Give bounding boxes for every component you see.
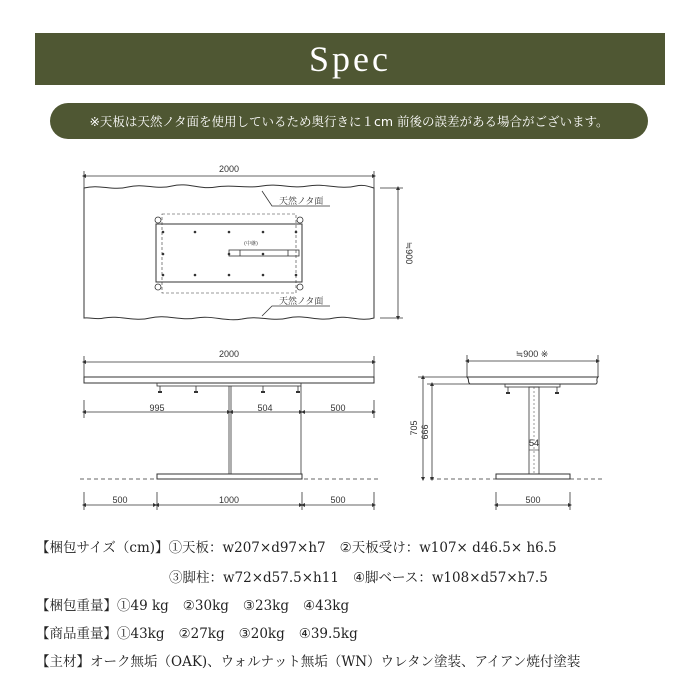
banner-title: Spec [309, 39, 391, 79]
center-bar-label: (中継) [244, 241, 258, 247]
front-view [80, 356, 378, 510]
product-weight-label: 【商品重量】 [36, 626, 117, 642]
side-bolt-heads [506, 392, 559, 394]
material-row [36, 650, 580, 670]
packing-size-label: 【梱包サイズ（cm)】 [36, 540, 169, 556]
product-weight-item3: ③20kg [238, 626, 285, 642]
packing-weight-item1: ①49 kg [117, 598, 169, 614]
side-column-label: 54 [528, 438, 540, 448]
top-depth-label: ≒900 [404, 241, 414, 265]
packing-size-row-2 [169, 566, 548, 586]
front-right-label: 500 [330, 403, 346, 413]
side-height-outer-label: 705 [409, 420, 419, 436]
material-text: オーク無垢（OAK)、ウォルナット無垢（WN）ウレタン塗装、アイアン焼付塗装 [90, 654, 581, 670]
packing-weight-item2: ②30kg [182, 598, 229, 614]
base-left-label: 500 [112, 495, 128, 505]
packing-size-item2: ②天板受け：w107× d46.5× h6.5 [339, 540, 557, 556]
packing-size-row [36, 536, 557, 556]
front-middle-label: 504 [257, 403, 273, 413]
packing-weight-label: 【梱包重量】 [36, 598, 117, 614]
product-weight-item2: ②27kg [178, 626, 225, 642]
packing-size-item4: ④脚ベース：w108×d57×h7.5 [352, 570, 548, 586]
top-width-label: 2000 [218, 164, 240, 174]
packing-weight-item3: ③23kg [242, 598, 290, 614]
packing-size-item3: ③脚柱：w72×d57.5×h11 [169, 570, 339, 586]
notice-text: ※天板は天然ノタ面を使用しているため奥行きに１cm 前後の誤差がある場合がございます。 [89, 114, 609, 129]
front-width-label: 2000 [218, 349, 240, 359]
bottom-edge-label: 天然ノタ面 [279, 297, 324, 307]
packing-weight-item4: ④43kg [303, 598, 350, 614]
packing-weight-row [36, 594, 349, 614]
side-base-label: 500 [525, 495, 541, 505]
product-weight-item1: ①43kg [117, 626, 165, 642]
side-view [418, 355, 605, 510]
side-width-label: ≒900 ※ [515, 349, 549, 359]
front-left-label: 995 [149, 403, 165, 413]
top-edge-label: 天然ノタ面 [279, 197, 324, 207]
product-weight-item4: ④39.5kg [298, 626, 358, 642]
material-label: 【主材】 [36, 654, 90, 670]
product-weight-row [36, 622, 358, 642]
side-height-inner-label: 666 [420, 424, 430, 440]
top-view-dots [162, 231, 298, 277]
packing-size-item1: ①天板：w207×d97×h7 [168, 540, 326, 556]
base-right-label: 500 [330, 495, 346, 505]
base-middle-label: 1000 [218, 495, 240, 505]
